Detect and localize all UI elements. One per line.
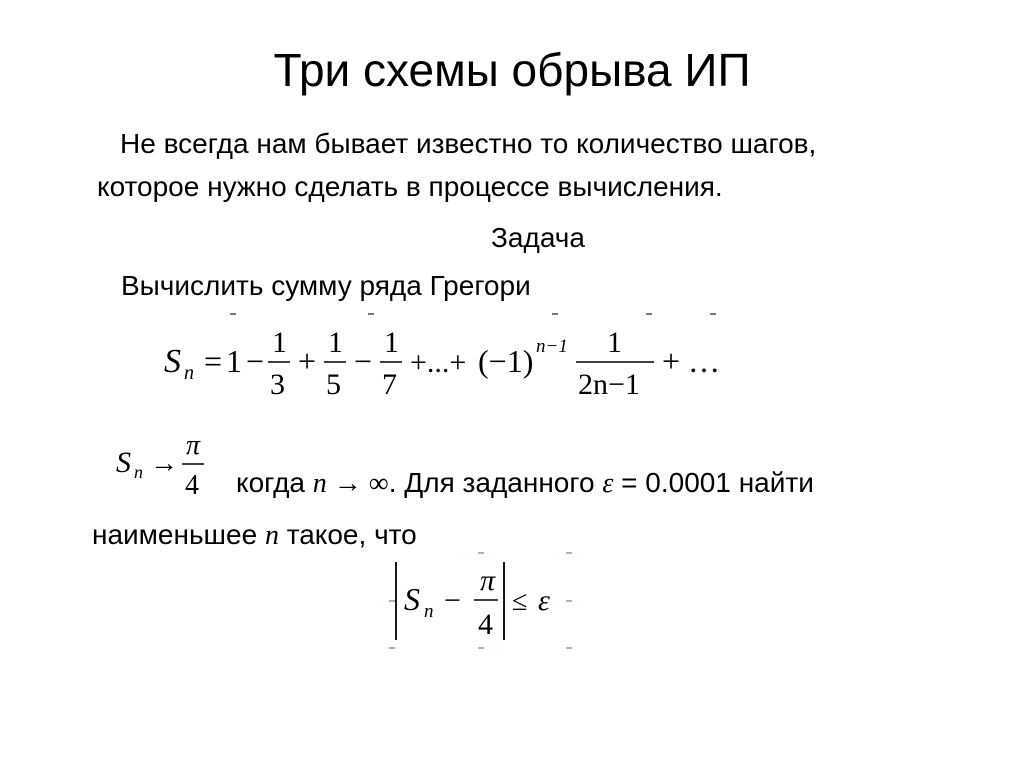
limit-formula <box>112 432 222 504</box>
n-variable: n <box>312 468 327 499</box>
epsilon-value-text: = 0.0001 найти <box>613 467 814 498</box>
n-variable: n <box>264 520 279 551</box>
formula-ellipsis-mid: +...+ <box>410 346 467 379</box>
limit-arrow: → <box>150 448 178 479</box>
condition-pi: π <box>480 564 496 597</box>
formula-tick <box>478 552 484 554</box>
slide-title: Три схемы обрыва ИП <box>273 44 751 96</box>
formula-power-base: (−1) <box>478 343 534 379</box>
arrow-infinity: → ∞ <box>326 468 389 499</box>
last-line <box>92 517 417 554</box>
formula-tick <box>389 647 395 649</box>
formula-term-2-den: 5 <box>326 368 341 401</box>
condition-s-subscript: n <box>424 601 434 622</box>
given-text: . Для заданного <box>388 467 603 498</box>
formula-general-den: 2n−1 <box>578 368 640 401</box>
formula-term-3-sign: − <box>354 343 373 379</box>
formula-power-exp: n−1 <box>536 336 568 357</box>
condition-epsilon: ε <box>538 584 550 617</box>
formula-s-subscript: n <box>184 362 194 384</box>
gregory-series-formula <box>160 322 740 402</box>
formula-term-1-num: 1 <box>272 326 287 359</box>
formula-equals: = <box>204 343 223 379</box>
task-text: Вычислить сумму ряда Грегори <box>121 270 531 301</box>
formula-tick <box>710 313 716 315</box>
formula-tick <box>230 313 236 315</box>
condition-s-symbol: S <box>404 581 420 617</box>
formula-tick <box>566 552 572 554</box>
epsilon-symbol: ε <box>602 468 614 499</box>
limit-pi: π <box>186 432 201 461</box>
condition-leq: ≤ <box>512 586 528 617</box>
formula-tick <box>552 313 558 315</box>
when-text: когда <box>236 467 313 498</box>
limit-text <box>236 465 814 502</box>
such-that-text: такое, что <box>278 519 417 550</box>
limit-s-subscript: n <box>134 462 143 482</box>
smallest-text: наименьшее <box>92 519 265 550</box>
formula-s-symbol: S <box>164 343 181 380</box>
formula-term-2-sign: + <box>298 343 317 379</box>
formula-tail: + … <box>662 343 721 379</box>
formula-term-1-den: 3 <box>270 368 285 401</box>
condition-formula <box>392 556 572 646</box>
formula-term-2-num: 1 <box>328 326 343 359</box>
formula-term-3-den: 7 <box>382 368 397 401</box>
formula-tick <box>566 647 572 649</box>
intro-line-2: которое нужно сделать в процессе вычисления. <box>97 171 723 202</box>
formula-term-1-sign: − <box>246 343 265 379</box>
condition-minus: − <box>444 584 461 617</box>
formula-tick <box>368 313 374 315</box>
limit-s-symbol: S <box>116 446 131 479</box>
formula-tick <box>478 647 484 649</box>
condition-four: 4 <box>478 608 493 641</box>
formula-term-3-num: 1 <box>384 326 399 359</box>
limit-four: 4 <box>185 470 199 501</box>
task-heading: Задача <box>491 222 585 253</box>
formula-one: 1 <box>226 343 242 379</box>
formula-general-num: 1 <box>607 326 622 359</box>
intro-line-1: Не всегда нам бывает известно то количество шагов, <box>120 128 817 159</box>
formula-tick <box>646 313 652 315</box>
